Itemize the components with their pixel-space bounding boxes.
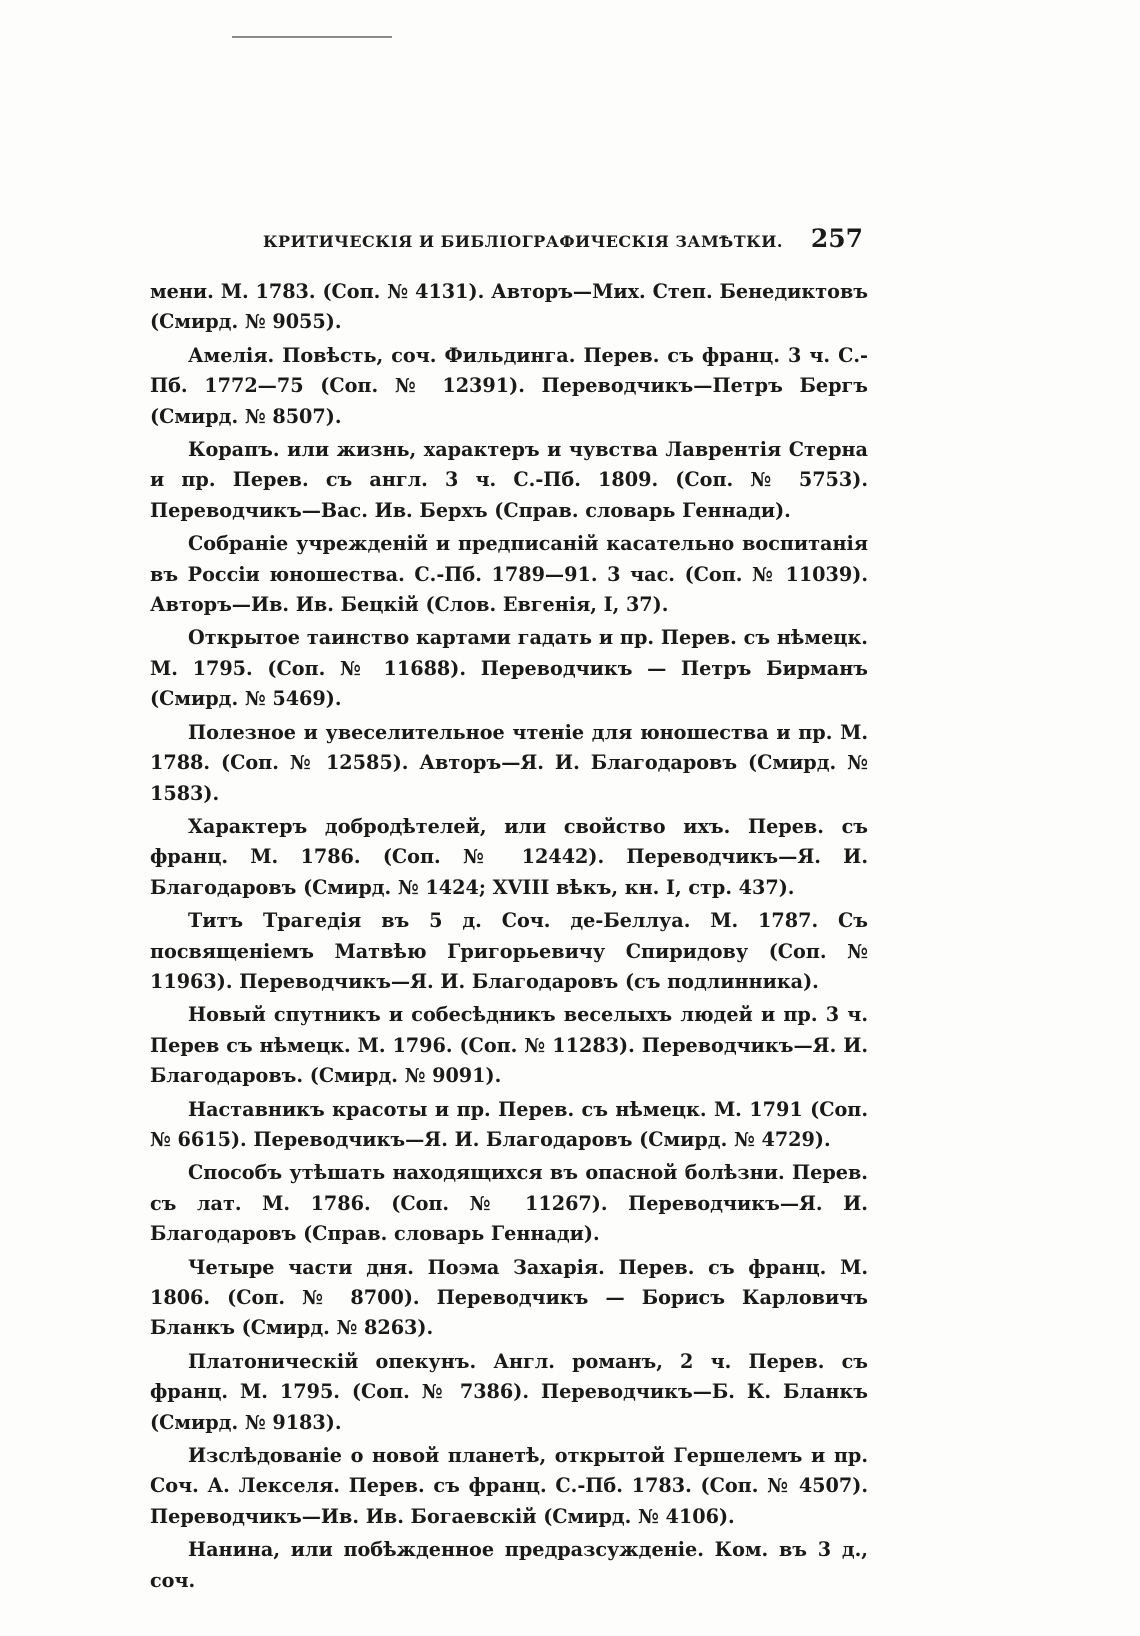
body-text (150, 277, 868, 1599)
entry: Амелія. Повѣсть, соч. Фильдинга. Перев. съ франц. 3 ч. С.-Пб. 1772—75 (Соп. № 12391). Переводчикъ—Петръ Бергъ (Смирд. № 8507). (150, 343, 868, 428)
entry: Новый спутникъ и собесѣдникъ веселыхъ людей и пр. 3 ч. Перев съ нѣмецк. М. 1796. (Соп. № 11283). Переводчикъ—Я. И. Благодаровъ. (Смирд. № 9091). (150, 1003, 868, 1088)
entry: Наставникъ красоты и пр. Перев. съ нѣмецк. М. 1791 (Соп. № 6615). Переводчикъ—Я. И. Благодаровъ (Смирд. № 4729). (150, 1097, 868, 1151)
entry: Собраніе учрежденій и предписаній касательно воспитанія въ Россіи юношества. С.-Пб. 1789—91. 3 час. (Соп. № 11039). Авторъ—Ив. Ив. Бецкій (Слов. Евгенія, I, 37). (150, 532, 868, 617)
entry: Способъ утѣшать находящихся въ опасной болѣзни. Перев. съ лат. М. 1786. (Соп. № 11267). Переводчикъ—Я. И. Благодаровъ (Справ. словарь Геннади). (150, 1161, 868, 1246)
entry: Характеръ добродѣтелей, или свойство ихъ. Перев. съ франц. М. 1786. (Соп. № 12442). Переводчикъ—Я. И. Благодаровъ (Смирд. № 1424; XVIII вѣкъ, кн. I, стр. 437). (150, 814, 868, 899)
top-rule (232, 36, 392, 38)
entry: Четыре части дня. Поэма Захарія. Перев. съ франц. М. 1806. (Соп. № 8700). Переводчикъ — Борисъ Карловичъ Бланкъ (Смирд. № 8263). (150, 1255, 868, 1340)
entry: Нанина, или побѣжденное предразсужденіе. Ком. въ 3 д., соч. (150, 1538, 868, 1592)
entry: Открытое таинство картами гадать и пр. Перев. съ нѣмецк. М. 1795. (Соп. № 11688). Переводчикъ — Петръ Бирманъ (Смирд. № 5469). (150, 626, 868, 711)
page-header (263, 224, 863, 262)
entry: Титъ Трагедія въ 5 д. Соч. де-Беллуа. М. 1787. Съ посвященіемъ Матвѣю Григорьевичу Спиридову (Соп. № 11963). Переводчикъ—Я. И. Благодаровъ (съ подлинника). (150, 909, 868, 993)
running-title: КРИТИЧЕСКІЯ И БИБЛІОГРАФИЧЕСКІЯ ЗАМѢТКИ. (263, 232, 783, 251)
entry: Корапъ. или жизнь, характеръ и чувства Лаврентія Стерна и пр. Перев. съ англ. 3 ч. С.-Пб. 1809. (Соп. № 5753). Переводчикъ—Вас. Ив. Берхъ (Справ. словарь Геннади). (150, 438, 868, 522)
entry-continuation: мени. М. 1783. (Соп. № 4131). Авторъ—Мих. Степ. Бенедиктовъ (Смирд. № 9055). (150, 280, 868, 334)
entry: Платоническій опекунъ. Англ. романъ, 2 ч. Перев. съ франц. М. 1795. (Соп. № 7386). Переводчикъ—Б. К. Бланкъ (Смирд. № 9183). (150, 1349, 868, 1434)
entry: Полезное и увеселительное чтеніе для юношества и пр. М. 1788. (Соп. № 12585). Авторъ—Я. И. Благодаровъ (Смирд. № 1583). (150, 720, 868, 805)
entry: Изслѣдованіе о новой планетѣ, открытой Гершелемъ и пр. Соч. А. Лекселя. Перев. съ франц. С.-Пб. 1783. (Соп. № 4507). Переводчикъ—Ив. Ив. Богаевскій (Смирд. № 4106). (150, 1444, 868, 1528)
page-number: 257 (810, 224, 863, 253)
